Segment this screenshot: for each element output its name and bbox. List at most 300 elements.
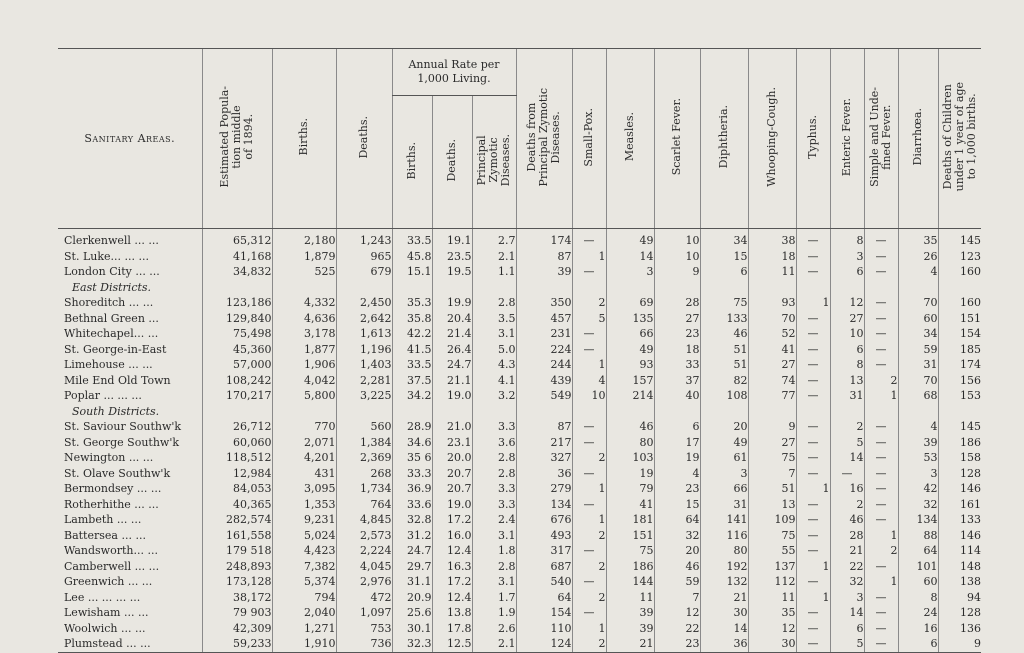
header-whooping-cough: Whooping-Cough. — [748, 49, 796, 229]
value-cell: 145 — [938, 419, 981, 435]
value-cell: 327 — [516, 450, 572, 466]
value-cell: 36 — [516, 466, 572, 482]
value-cell: 3 — [898, 466, 938, 482]
empty-cell — [938, 404, 981, 420]
value-cell: 3.5 — [472, 311, 516, 327]
value-cell: 21.0 — [432, 419, 472, 435]
value-cell: 145 — [938, 229, 981, 249]
value-cell: 41,168 — [202, 249, 272, 265]
empty-cell — [272, 404, 336, 420]
value-cell: 5,800 — [272, 388, 336, 404]
table-row — [58, 326, 981, 342]
value-cell: 173,128 — [202, 574, 272, 590]
value-cell: — — [796, 249, 830, 265]
value-cell: 3.3 — [472, 497, 516, 513]
empty-cell — [898, 280, 938, 296]
value-cell: 42 — [898, 481, 938, 497]
header-enteric-fever: Enteric Fever. — [830, 49, 864, 229]
value-cell: 41 — [606, 497, 654, 513]
value-cell: 35 — [748, 605, 796, 621]
empty-cell — [572, 404, 606, 420]
value-cell: 14 — [830, 605, 864, 621]
value-cell: 141 — [700, 512, 748, 528]
value-cell: 42,309 — [202, 621, 272, 637]
value-cell: 18 — [748, 249, 796, 265]
value-cell: 46 — [830, 512, 864, 528]
area-name-cell: London City ... ... — [64, 265, 160, 278]
value-cell: 15 — [654, 497, 700, 513]
value-cell: 1,613 — [336, 326, 392, 342]
value-cell: 136 — [938, 621, 981, 637]
value-cell: 160 — [938, 295, 981, 311]
value-cell: 24 — [898, 605, 938, 621]
value-cell: 34 — [898, 326, 938, 342]
value-cell: 26 — [898, 249, 938, 265]
empty-cell — [830, 280, 864, 296]
value-cell: 31 — [898, 357, 938, 373]
empty-cell — [654, 280, 700, 296]
value-cell: 17 — [654, 435, 700, 451]
value-cell: 38,172 — [202, 590, 272, 606]
value-cell: 116 — [700, 528, 748, 544]
value-cell: 39 — [516, 264, 572, 280]
value-cell: 79 — [606, 481, 654, 497]
area-name-cell: Poplar ... ... ... — [64, 389, 142, 402]
value-cell: 27 — [654, 311, 700, 327]
value-cell: 87 — [516, 419, 572, 435]
value-cell: 39 — [898, 435, 938, 451]
value-cell: 27 — [748, 357, 796, 373]
value-cell: 21.1 — [432, 373, 472, 389]
value-cell: 231 — [516, 326, 572, 342]
value-cell: 13 — [748, 497, 796, 513]
value-cell: — — [864, 342, 898, 358]
value-cell: 35 — [898, 229, 938, 249]
value-cell: 13 — [830, 373, 864, 389]
value-cell: 5 — [572, 311, 606, 327]
value-cell: 1 — [864, 528, 898, 544]
empty-cell — [472, 280, 516, 296]
value-cell: 161 — [938, 497, 981, 513]
value-cell: 59 — [654, 574, 700, 590]
value-cell: 148 — [938, 559, 981, 575]
value-cell: 1 — [864, 388, 898, 404]
section-label: South Districts. — [72, 404, 160, 418]
value-cell: 64 — [654, 512, 700, 528]
value-cell: 736 — [336, 636, 392, 652]
table-row — [58, 481, 981, 497]
value-cell: 108 — [700, 388, 748, 404]
value-cell: 4.1 — [472, 373, 516, 389]
value-cell: 1,384 — [336, 435, 392, 451]
value-cell: 26.4 — [432, 342, 472, 358]
value-cell: 37.5 — [392, 373, 432, 389]
value-cell: — — [796, 357, 830, 373]
value-cell: — — [572, 543, 606, 559]
value-cell: 1 — [572, 512, 606, 528]
section-row — [58, 404, 981, 420]
value-cell: 248,893 — [202, 559, 272, 575]
value-cell: — — [796, 373, 830, 389]
header-rate-births: Births. — [392, 96, 432, 229]
value-cell: — — [572, 229, 606, 249]
value-cell: 224 — [516, 342, 572, 358]
value-cell: 24.7 — [432, 357, 472, 373]
value-cell: 11 — [748, 590, 796, 606]
value-cell: 19.9 — [432, 295, 472, 311]
value-cell: 12 — [654, 605, 700, 621]
table-row — [58, 295, 981, 311]
value-cell: 3.6 — [472, 435, 516, 451]
value-cell: — — [796, 342, 830, 358]
value-cell: 2.8 — [472, 466, 516, 482]
area-name-cell: Newington ... ... — [64, 451, 154, 464]
empty-cell — [830, 404, 864, 420]
value-cell: 6 — [830, 621, 864, 637]
value-cell: 4,423 — [272, 543, 336, 559]
value-cell: 153 — [938, 388, 981, 404]
value-cell: 217 — [516, 435, 572, 451]
value-cell: 57,000 — [202, 357, 272, 373]
value-cell: 124 — [516, 636, 572, 652]
area-name-cell: Bermondsey ... ... — [64, 482, 162, 495]
table-row — [58, 528, 981, 544]
table-row — [58, 373, 981, 389]
value-cell: 134 — [516, 497, 572, 513]
value-cell: 21.4 — [432, 326, 472, 342]
value-cell: 60 — [898, 574, 938, 590]
value-cell: 110 — [516, 621, 572, 637]
value-cell: 1,906 — [272, 357, 336, 373]
value-cell: 317 — [516, 543, 572, 559]
value-cell: 549 — [516, 388, 572, 404]
header-annual-rate: Annual Rate per 1,000 Living. — [392, 49, 516, 96]
value-cell: 1,879 — [272, 249, 336, 265]
value-cell: — — [864, 229, 898, 249]
area-name-cell: Whitechapel... ... — [64, 327, 159, 340]
table-row — [58, 590, 981, 606]
value-cell: 35 6 — [392, 450, 432, 466]
area-name-cell: Lewisham ... ... — [64, 606, 149, 619]
value-cell: 51 — [700, 342, 748, 358]
table-row — [58, 574, 981, 590]
header-measles: Measles. — [606, 49, 654, 229]
value-cell: 109 — [748, 512, 796, 528]
value-cell: — — [864, 326, 898, 342]
header-diphtheria: Diphtheria. — [700, 49, 748, 229]
value-cell: — — [796, 326, 830, 342]
value-cell: 19.1 — [432, 229, 472, 249]
value-cell: 174 — [938, 357, 981, 373]
value-cell: — — [864, 497, 898, 513]
value-cell: 16.3 — [432, 559, 472, 575]
value-cell: 21 — [700, 590, 748, 606]
value-cell: 34.2 — [392, 388, 432, 404]
value-cell: 2,180 — [272, 229, 336, 249]
value-cell: — — [796, 543, 830, 559]
value-cell: 12.4 — [432, 543, 472, 559]
value-cell: 3.2 — [472, 388, 516, 404]
table-row — [58, 388, 981, 404]
value-cell: 36 — [700, 636, 748, 652]
table-row — [58, 636, 981, 652]
area-name-cell: St. Luke... ... ... — [64, 249, 149, 263]
table-row — [58, 419, 981, 435]
header-population: Estimated Popula- tion middle of 1894. — [202, 49, 272, 229]
value-cell: 51 — [748, 481, 796, 497]
value-cell: 9,231 — [272, 512, 336, 528]
value-cell: 10 — [654, 229, 700, 249]
value-cell: 4 — [898, 419, 938, 435]
value-cell: 146 — [938, 528, 981, 544]
table-row — [58, 357, 981, 373]
empty-cell — [864, 404, 898, 420]
value-cell: 33.3 — [392, 466, 432, 482]
value-cell: 15.1 — [392, 264, 432, 280]
value-cell: — — [864, 450, 898, 466]
value-cell: 1,097 — [336, 605, 392, 621]
value-cell: 4 — [898, 264, 938, 280]
value-cell: 17.2 — [432, 512, 472, 528]
value-cell: 1,243 — [336, 229, 392, 249]
value-cell: 70 — [898, 373, 938, 389]
value-cell: 66 — [700, 481, 748, 497]
value-cell: — — [796, 229, 830, 249]
value-cell: 439 — [516, 373, 572, 389]
header-child-deaths: Deaths of Children under 1 year of age to 1,000 births. — [938, 49, 981, 229]
empty-cell — [202, 404, 272, 420]
value-cell: 2 — [572, 528, 606, 544]
area-name-cell: Mile End Old Town — [64, 373, 171, 387]
value-cell: 2.6 — [472, 621, 516, 637]
value-cell: 3 — [830, 249, 864, 265]
area-name-cell: Lambeth ... ... — [64, 513, 142, 526]
value-cell: 46 — [700, 326, 748, 342]
value-cell: 134 — [898, 512, 938, 528]
value-cell: 34.6 — [392, 435, 432, 451]
value-cell: 23 — [654, 326, 700, 342]
empty-cell — [700, 404, 748, 420]
table-row — [58, 559, 981, 575]
value-cell: 13.8 — [432, 605, 472, 621]
value-cell: — — [572, 435, 606, 451]
value-cell: 2,642 — [336, 311, 392, 327]
empty-cell — [516, 404, 572, 420]
value-cell: 23.5 — [432, 249, 472, 265]
value-cell: — — [864, 512, 898, 528]
value-cell: — — [864, 357, 898, 373]
value-cell: 88 — [898, 528, 938, 544]
value-cell: 144 — [606, 574, 654, 590]
value-cell: — — [796, 450, 830, 466]
empty-cell — [516, 280, 572, 296]
table-row — [58, 543, 981, 559]
value-cell: 132 — [700, 574, 748, 590]
value-cell: 30.1 — [392, 621, 432, 637]
value-cell: 4,332 — [272, 295, 336, 311]
empty-cell — [796, 404, 830, 420]
area-name-cell: Battersea ... ... — [64, 528, 146, 542]
value-cell: 14 — [830, 450, 864, 466]
value-cell: 770 — [272, 419, 336, 435]
value-cell: — — [864, 249, 898, 265]
value-cell: 493 — [516, 528, 572, 544]
value-cell: 9 — [748, 419, 796, 435]
value-cell: 123,186 — [202, 295, 272, 311]
value-cell: 75 — [700, 295, 748, 311]
value-cell: 160 — [938, 264, 981, 280]
value-cell: 12.5 — [432, 636, 472, 652]
value-cell: 4 — [654, 466, 700, 482]
value-cell: 31.2 — [392, 528, 432, 544]
value-cell: 65,312 — [202, 229, 272, 249]
value-cell: 22 — [654, 621, 700, 637]
value-cell: 46 — [654, 559, 700, 575]
value-cell: 18 — [654, 342, 700, 358]
value-cell: 19 — [654, 450, 700, 466]
table-row — [58, 342, 981, 358]
value-cell: 12 — [748, 621, 796, 637]
value-cell: 179 518 — [202, 543, 272, 559]
table-row — [58, 621, 981, 637]
value-cell: 75 — [748, 450, 796, 466]
value-cell: 133 — [938, 512, 981, 528]
value-cell: 30 — [748, 636, 796, 652]
value-cell: 5 — [830, 636, 864, 652]
table-row — [58, 311, 981, 327]
value-cell: 2,040 — [272, 605, 336, 621]
header-rate-deaths: Deaths. — [432, 96, 472, 229]
empty-cell — [392, 404, 432, 420]
value-cell: 2,976 — [336, 574, 392, 590]
value-cell: 161,558 — [202, 528, 272, 544]
value-cell: 21 — [830, 543, 864, 559]
value-cell: — — [864, 481, 898, 497]
value-cell: 137 — [748, 559, 796, 575]
value-cell: 84,053 — [202, 481, 272, 497]
value-cell: 101 — [898, 559, 938, 575]
value-cell: — — [796, 636, 830, 652]
empty-cell — [864, 280, 898, 296]
value-cell: 32.3 — [392, 636, 432, 652]
value-cell: 1,910 — [272, 636, 336, 652]
value-cell: 14 — [700, 621, 748, 637]
value-cell: 151 — [938, 311, 981, 327]
empty-cell — [572, 280, 606, 296]
value-cell: 4,042 — [272, 373, 336, 389]
value-cell: — — [796, 466, 830, 482]
header-diarrhoea: Diarrhœa. — [898, 49, 938, 229]
value-cell: 68 — [898, 388, 938, 404]
empty-cell — [898, 404, 938, 420]
area-name-cell: Plumstead ... ... — [58, 636, 202, 652]
header-zymotic-deaths: Deaths from Principal Zymotic Diseases. — [516, 49, 572, 229]
header-births: Births. — [272, 49, 336, 229]
value-cell: 118,512 — [202, 450, 272, 466]
value-cell: 2.4 — [472, 512, 516, 528]
value-cell: 66 — [606, 326, 654, 342]
value-cell: 33.6 — [392, 497, 432, 513]
value-cell: 60,060 — [202, 435, 272, 451]
value-cell: 186 — [606, 559, 654, 575]
value-cell: 49 — [700, 435, 748, 451]
value-cell: 19.0 — [432, 388, 472, 404]
value-cell: 2,224 — [336, 543, 392, 559]
value-cell: — — [796, 388, 830, 404]
value-cell: 93 — [606, 357, 654, 373]
value-cell: 154 — [938, 326, 981, 342]
value-cell: 181 — [606, 512, 654, 528]
value-cell: 965 — [336, 249, 392, 265]
value-cell: 80 — [606, 435, 654, 451]
value-cell: 6 — [654, 419, 700, 435]
value-cell: 11 — [748, 264, 796, 280]
value-cell: 25.6 — [392, 605, 432, 621]
value-cell: 1 — [572, 621, 606, 637]
value-cell: 525 — [272, 264, 336, 280]
value-cell: 29.7 — [392, 559, 432, 575]
value-cell: 185 — [938, 342, 981, 358]
table-row — [58, 249, 981, 265]
value-cell: 70 — [898, 295, 938, 311]
area-name-cell: Clerkenwell ... ... — [64, 234, 159, 247]
value-cell: 10 — [572, 388, 606, 404]
value-cell: 135 — [606, 311, 654, 327]
value-cell: 20.0 — [432, 450, 472, 466]
value-cell: 2.8 — [472, 450, 516, 466]
value-cell: 34 — [700, 229, 748, 249]
value-cell: 33.5 — [392, 357, 432, 373]
value-cell: 93 — [748, 295, 796, 311]
value-cell: 679 — [336, 264, 392, 280]
value-cell: 676 — [516, 512, 572, 528]
value-cell: — — [796, 605, 830, 621]
empty-cell — [606, 280, 654, 296]
value-cell: 20.9 — [392, 590, 432, 606]
value-cell: 49 — [606, 342, 654, 358]
value-cell: 15 — [700, 249, 748, 265]
value-cell: 4,201 — [272, 450, 336, 466]
value-cell: — — [572, 497, 606, 513]
header-sanitary-areas: Sanitary Areas. — [58, 49, 202, 229]
value-cell: 20 — [654, 543, 700, 559]
value-cell: 12,984 — [202, 466, 272, 482]
value-cell: 1,403 — [336, 357, 392, 373]
value-cell: 2 — [864, 373, 898, 389]
value-cell: 8 — [830, 357, 864, 373]
area-name-cell: St. Olave Southw'k — [64, 466, 171, 480]
value-cell: 1 — [572, 481, 606, 497]
table-row — [58, 450, 981, 466]
empty-cell — [654, 404, 700, 420]
value-cell: 46 — [606, 419, 654, 435]
value-cell: 2.1 — [472, 636, 516, 652]
table-row — [58, 435, 981, 451]
value-cell: — — [572, 466, 606, 482]
table-body — [58, 229, 981, 653]
value-cell: 540 — [516, 574, 572, 590]
value-cell: 457 — [516, 311, 572, 327]
value-cell: 69 — [606, 295, 654, 311]
value-cell: — — [864, 621, 898, 637]
value-cell: 1.1 — [472, 264, 516, 280]
value-cell: 31 — [700, 497, 748, 513]
value-cell: 32 — [654, 528, 700, 544]
value-cell: — — [572, 326, 606, 342]
value-cell: 41.5 — [392, 342, 432, 358]
value-cell: 35.3 — [392, 295, 432, 311]
value-cell: 59,233 — [202, 636, 272, 652]
